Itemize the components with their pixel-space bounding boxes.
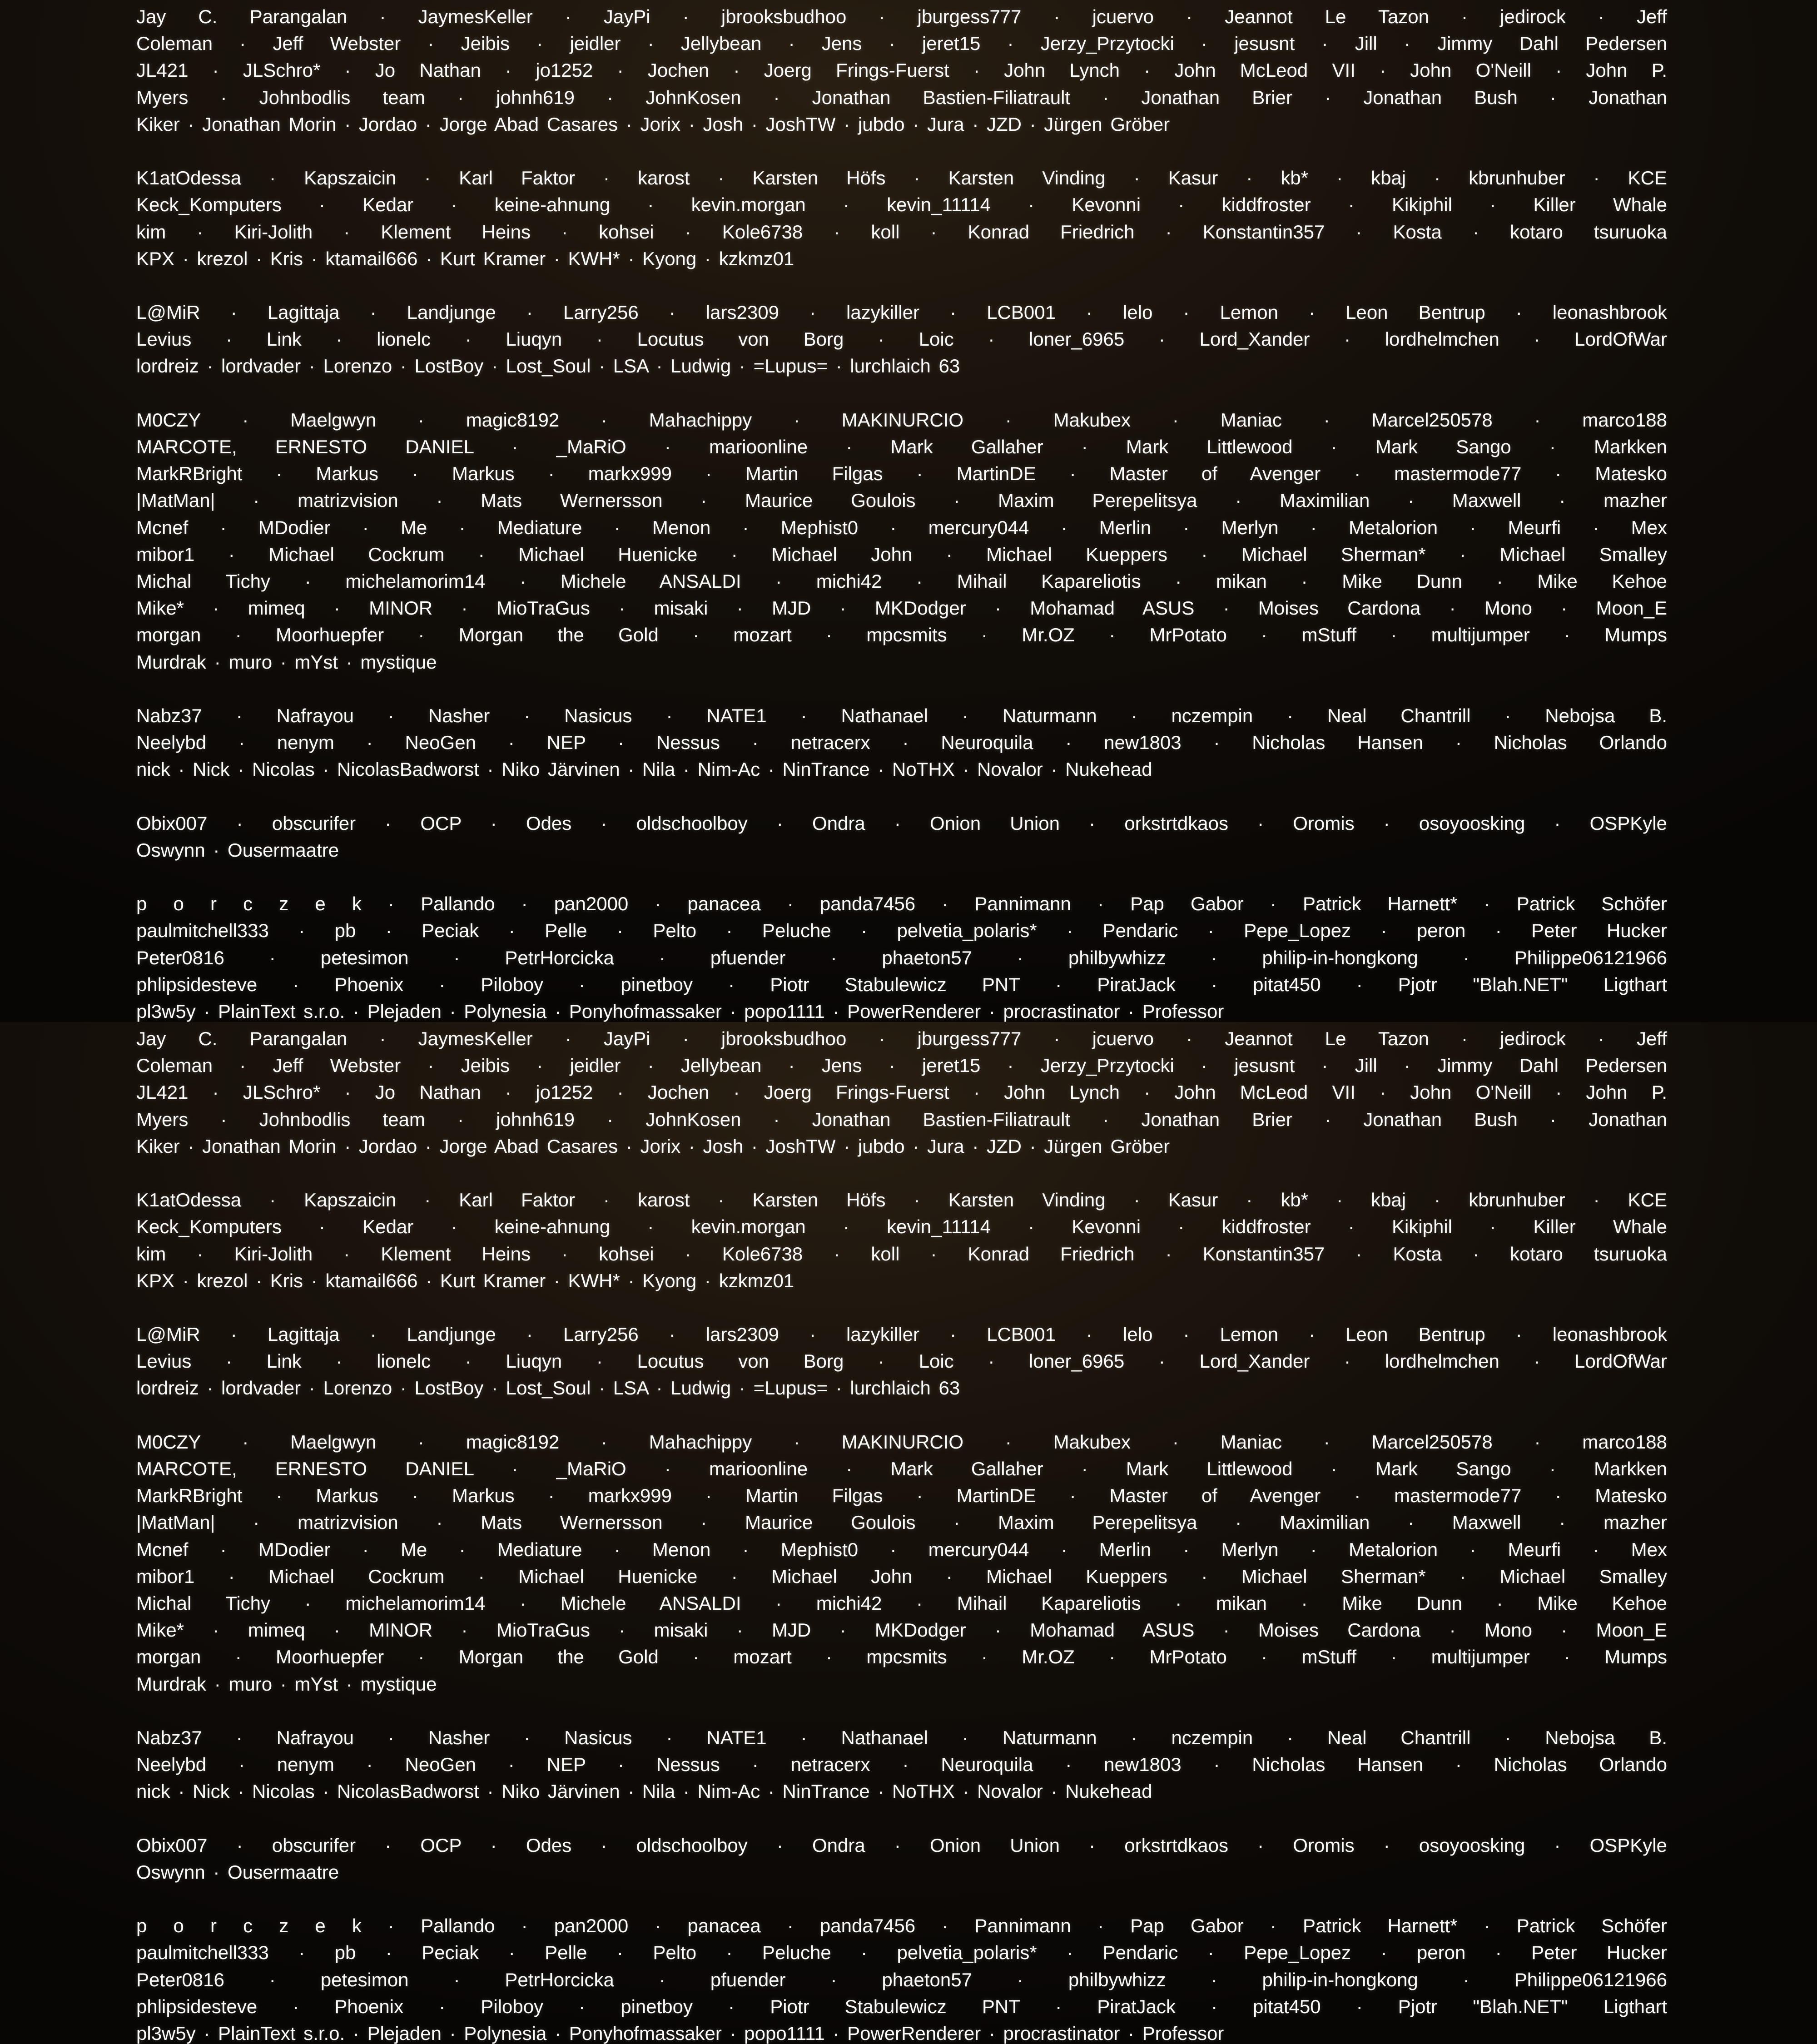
credits-line: kim · Kiri-Jolith · Klement Heins · kohsei · Kole6738 · koll · Konrad Friedrich · Konstantin357 · Kosta · kotaro tsuruoka bbox=[136, 221, 1667, 243]
credits-group-L bbox=[136, 299, 1667, 380]
credits-group-O bbox=[136, 1832, 1667, 1885]
credits-line: Myers · Johnbodlis team · johnh619 · JohnKosen · Jonathan Bastien-Filiatrault · Jonathan Brier · Jonathan Bush · Jonathan bbox=[136, 86, 1667, 108]
credits-line: phlipsidesteve · Phoenix · Piloboy · pinetboy · Piotr Stabulewicz PNT · PiratJack · pitat450 · Pjotr "Blah.NET" Ligthart bbox=[136, 1995, 1667, 2017]
credits-line: L@MiR · Lagittaja · Landjunge · Larry256 · lars2309 · lazykiller · LCB001 · lelo · Lemon · Leon Bentrup · leonashbrook bbox=[136, 1324, 1667, 1345]
credits-line: paulmitchell333 · pb · Peciak · Pelle · Pelto · Peluche · pelvetia_polaris* · Pendaric · Pepe_Lopez · peron · Peter Hucker bbox=[136, 920, 1667, 942]
credits-line: Kiker · Jonathan Morin · Jordao · Jorge Abad Casares · Jorix · Josh · JoshTW · jubdo · Jura · JZD · Jürgen Gröber bbox=[136, 1135, 1170, 1157]
credits-line: MarkRBright · Markus · Markus · markx999 · Martin Filgas · MartinDE · Master of Avenger · mastermode77 · Matesko bbox=[136, 463, 1667, 485]
credits-group-K bbox=[136, 1186, 1667, 1294]
credits-group-K bbox=[136, 164, 1667, 272]
credits-line: lordreiz · lordvader · Lorenzo · LostBoy · Lost_Soul · LSA · Ludwig · =Lupus= · lurchlaich 63 bbox=[136, 355, 960, 377]
credits-line: paulmitchell333 · pb · Peciak · Pelle · Pelto · Peluche · pelvetia_polaris* · Pendaric · Pepe_Lopez · peron · Peter Hucker bbox=[136, 1942, 1667, 1964]
credits-line: |MatMan| · matrizvision · Mats Wernersson · Maurice Goulois · Maxim Perepelitsya · Maximilian · Maxwell · mazher bbox=[136, 1512, 1667, 1533]
credits-line: Obix007 · obscurifer · OCP · Odes · oldschoolboy · Ondra · Onion Union · orkstrtdkaos · Oromis · osoyoosking · OSPKyle bbox=[136, 812, 1667, 834]
credits-line: Jay C. Parangalan · JaymesKeller · JayPi · jbrooksbudhoo · jburgess777 · jcuervo · Jeannot Le Tazon · jedirock · Jeff bbox=[136, 1028, 1667, 1049]
credits-group-O bbox=[136, 810, 1667, 863]
credits-line: Levius · Link · lionelc · Liuqyn · Locutus von Borg · Loic · loner_6965 · Lord_Xander · lordhelmchen · LordOfWar bbox=[136, 328, 1667, 350]
credits-line: mibor1 · Michael Cockrum · Michael Huenicke · Michael John · Michael Kueppers · Michael Sherman* · Michael Smalley bbox=[136, 1565, 1667, 1587]
credits-line: MarkRBright · Markus · Markus · markx999 · Martin Filgas · MartinDE · Master of Avenger · mastermode77 · Matesko bbox=[136, 1485, 1667, 1507]
credits-line: Keck_Komputers · Kedar · keine-ahnung · kevin.morgan · kevin_11114 · Kevonni · kiddfroster · Kikiphil · Killer Whale bbox=[136, 1216, 1667, 1238]
credits-group-M bbox=[136, 1429, 1667, 1697]
credits-group-P bbox=[136, 890, 1667, 1022]
credits-line: JL421 · JLSchro* · Jo Nathan · jo1252 · Jochen · Joerg Frings-Fuerst · John Lynch · John McLeod VII · John O'Neill · John P. bbox=[136, 60, 1667, 81]
credits-line: pl3w5y · PlainText s.r.o. · Plejaden · Polynesia · Ponyhofmassaker · popo1111 · PowerRenderer · procrastinator · Professor bbox=[136, 1000, 1224, 1022]
credits-line: pl3w5y · PlainText s.r.o. · Plejaden · Polynesia · Ponyhofmassaker · popo1111 · PowerRenderer · procrastinator · Professor bbox=[136, 2022, 1224, 2044]
credits-line: Keck_Komputers · Kedar · keine-ahnung · kevin.morgan · kevin_11114 · Kevonni · kiddfroster · Kikiphil · Killer Whale bbox=[136, 194, 1667, 216]
credits-line: |MatMan| · matrizvision · Mats Wernersson · Maurice Goulois · Maxim Perepelitsya · Maximilian · Maxwell · mazher bbox=[136, 490, 1667, 511]
credits-line: Nabz37 · Nafrayou · Nasher · Nasicus · NATE1 · Nathanael · Naturmann · nczempin · Neal Chantrill · Nebojsa B. bbox=[136, 704, 1667, 726]
credits-line: MARCOTE, ERNESTO DANIEL · _MaRiO · marioonline · Mark Gallaher · Mark Littlewood · Mark Sango · Markken bbox=[136, 1458, 1667, 1479]
credits-line: L@MiR · Lagittaja · Landjunge · Larry256 · lars2309 · lazykiller · LCB001 · lelo · Lemon · Leon Bentrup · leonashbrook bbox=[136, 302, 1667, 323]
credits-line: Neelybd · nenym · NeoGen · NEP · Nessus · netracerx · Neuroquila · new1803 · Nicholas Hansen · Nicholas Orlando bbox=[136, 1754, 1667, 1776]
credits-line: KPX · krezol · Kris · ktamail666 · Kurt Kramer · KWH* · Kyong · kzkmz01 bbox=[136, 1270, 794, 1291]
credits-line: nick · Nick · Nicolas · NicolasBadworst · Niko Järvinen · Nila · Nim-Ac · NinTrance · NoTHX · Novalor · Nukehead bbox=[136, 759, 1152, 780]
credits-group-L bbox=[136, 1321, 1667, 1402]
credits-line: Obix007 · obscurifer · OCP · Odes · oldschoolboy · Ondra · Onion Union · orkstrtdkaos · Oromis · osoyoosking · OSPKyle bbox=[136, 1834, 1667, 1856]
credits-line: lordreiz · lordvader · Lorenzo · LostBoy · Lost_Soul · LSA · Ludwig · =Lupus= · lurchlaich 63 bbox=[136, 1377, 960, 1399]
credits-line: Mike* · mimeq · MINOR · MioTraGus · misaki · MJD · MKDodger · Mohamad ASUS · Moises Cardona · Mono · Moon_E bbox=[136, 1619, 1667, 1641]
credits-line: mibor1 · Michael Cockrum · Michael Huenicke · Michael John · Michael Kueppers · Michael Sherman* · Michael Smalley bbox=[136, 543, 1667, 565]
credits-line: Jay C. Parangalan · JaymesKeller · JayPi · jbrooksbudhoo · jburgess777 · jcuervo · Jeannot Le Tazon · jedirock · Jeff bbox=[136, 6, 1667, 27]
credits-group-N bbox=[136, 1724, 1667, 1805]
credits-line: Michal Tichy · michelamorim14 · Michele ANSALDI · michi42 · Mihail Kapareliotis · mikan · Mike Dunn · Mike Kehoe bbox=[136, 1592, 1667, 1614]
credits-group-J bbox=[136, 1025, 1667, 1160]
credits-group-N bbox=[136, 702, 1667, 783]
credits-line: nick · Nick · Nicolas · NicolasBadworst · Niko Järvinen · Nila · Nim-Ac · NinTrance · NoTHX · Novalor · Nukehead bbox=[136, 1781, 1152, 1802]
credits-line: Kiker · Jonathan Morin · Jordao · Jorge Abad Casares · Jorix · Josh · JoshTW · jubdo · Jura · JZD · Jürgen Gröber bbox=[136, 113, 1170, 135]
credits-line: KPX · krezol · Kris · ktamail666 · Kurt Kramer · KWH* · Kyong · kzkmz01 bbox=[136, 248, 794, 269]
credits-line: Murdrak · muro · mYst · mystique bbox=[136, 1673, 437, 1695]
credits-line: Peter0816 · petesimon · PetrHorcicka · pfuender · phaeton57 · philbywhizz · philip-in-hongkong · Philippe06121966 bbox=[136, 947, 1667, 968]
credits-line: M0CZY · Maelgwyn · magic8192 · Mahachippy · MAKINURCIO · Makubex · Maniac · Marcel250578 · marco188 bbox=[136, 409, 1667, 431]
credits-group-P bbox=[136, 1912, 1667, 2044]
credits-line: Mcnef · MDodier · Me · Mediature · Menon · Mephist0 · mercury044 · Merlin · Merlyn · Metalorion · Meurfi · Mex bbox=[136, 516, 1667, 538]
credits-line: Peter0816 · petesimon · PetrHorcicka · pfuender · phaeton57 · philbywhizz · philip-in-hongkong · Philippe06121966 bbox=[136, 1969, 1667, 1990]
credits-group-M bbox=[136, 407, 1667, 675]
credits-line: Oswynn · Ousermaatre bbox=[136, 839, 339, 861]
credits-line: MARCOTE, ERNESTO DANIEL · _MaRiO · marioonline · Mark Gallaher · Mark Littlewood · Mark Sango · Markken bbox=[136, 436, 1667, 457]
credits-line: Coleman · Jeff Webster · Jeibis · jeidler · Jellybean · Jens · jeret15 · Jerzy_Przytocki · jesusnt · Jill · Jimmy Dahl Pedersen bbox=[136, 33, 1667, 55]
credits-group-J bbox=[136, 3, 1667, 138]
credits-line: K1atOdessa · Kapszaicin · Karl Faktor · karost · Karsten Höfs · Karsten Vinding · Kasur · kb* · kbaj · kbrunhuber · KCE bbox=[136, 167, 1667, 189]
credits-line: Mike* · mimeq · MINOR · MioTraGus · misaki · MJD · MKDodger · Mohamad ASUS · Moises Cardona · Mono · Moon_E bbox=[136, 597, 1667, 619]
credits-line: Neelybd · nenym · NeoGen · NEP · Nessus · netracerx · Neuroquila · new1803 · Nicholas Hansen · Nicholas Orlando bbox=[136, 732, 1667, 754]
credits-line: Oswynn · Ousermaatre bbox=[136, 1861, 339, 1883]
credits-line: p o r c z e k · Pallando · pan2000 · panacea · panda7456 · Pannimann · Pap Gabor · Patrick Harnett* · Patrick Schöfer bbox=[136, 893, 1667, 915]
credits-line: JL421 · JLSchro* · Jo Nathan · jo1252 · Jochen · Joerg Frings-Fuerst · John Lynch · John McLeod VII · John O'Neill · John P. bbox=[136, 1082, 1667, 1103]
credits-line: morgan · Moorhuepfer · Morgan the Gold · mozart · mpcsmits · Mr.OZ · MrPotato · mStuff · multijumper · Mumps bbox=[136, 624, 1667, 646]
credits-line: phlipsidesteve · Phoenix · Piloboy · pinetboy · Piotr Stabulewicz PNT · PiratJack · pitat450 · Pjotr "Blah.NET" Ligthart bbox=[136, 973, 1667, 995]
credits-line: Murdrak · muro · mYst · mystique bbox=[136, 651, 437, 673]
credits-line: Nabz37 · Nafrayou · Nasher · Nasicus · NATE1 · Nathanael · Naturmann · nczempin · Neal Chantrill · Nebojsa B. bbox=[136, 1726, 1667, 1748]
credits-line: M0CZY · Maelgwyn · magic8192 · Mahachippy · MAKINURCIO · Makubex · Maniac · Marcel250578 · marco188 bbox=[136, 1431, 1667, 1453]
credits-line: Coleman · Jeff Webster · Jeibis · jeidler · Jellybean · Jens · jeret15 · Jerzy_Przytocki · jesusnt · Jill · Jimmy Dahl Pedersen bbox=[136, 1055, 1667, 1077]
credits-line: p o r c z e k · Pallando · pan2000 · panacea · panda7456 · Pannimann · Pap Gabor · Patrick Harnett* · Patrick Schöfer bbox=[136, 1915, 1667, 1937]
credits-line: Mcnef · MDodier · Me · Mediature · Menon · Mephist0 · mercury044 · Merlin · Merlyn · Metalorion · Meurfi · Mex bbox=[136, 1538, 1667, 1560]
credits-line: Levius · Link · lionelc · Liuqyn · Locutus von Borg · Loic · loner_6965 · Lord_Xander · lordhelmchen · LordOfWar bbox=[136, 1350, 1667, 1372]
credits-line: kim · Kiri-Jolith · Klement Heins · kohsei · Kole6738 · koll · Konrad Friedrich · Konstantin357 · Kosta · kotaro tsuruoka bbox=[136, 1243, 1667, 1265]
credits-line: morgan · Moorhuepfer · Morgan the Gold · mozart · mpcsmits · Mr.OZ · MrPotato · mStuff · multijumper · Mumps bbox=[136, 1646, 1667, 1668]
credits-line: K1atOdessa · Kapszaicin · Karl Faktor · karost · Karsten Höfs · Karsten Vinding · Kasur · kb* · kbaj · kbrunhuber · KCE bbox=[136, 1189, 1667, 1211]
credits-line: Michal Tichy · michelamorim14 · Michele ANSALDI · michi42 · Mihail Kapareliotis · mikan · Mike Dunn · Mike Kehoe bbox=[136, 570, 1667, 592]
credits-block-2 bbox=[0, 1022, 1817, 2044]
credits-line: Myers · Johnbodlis team · johnh619 · JohnKosen · Jonathan Bastien-Filiatrault · Jonathan Brier · Jonathan Bush · Jonathan bbox=[136, 1108, 1667, 1130]
